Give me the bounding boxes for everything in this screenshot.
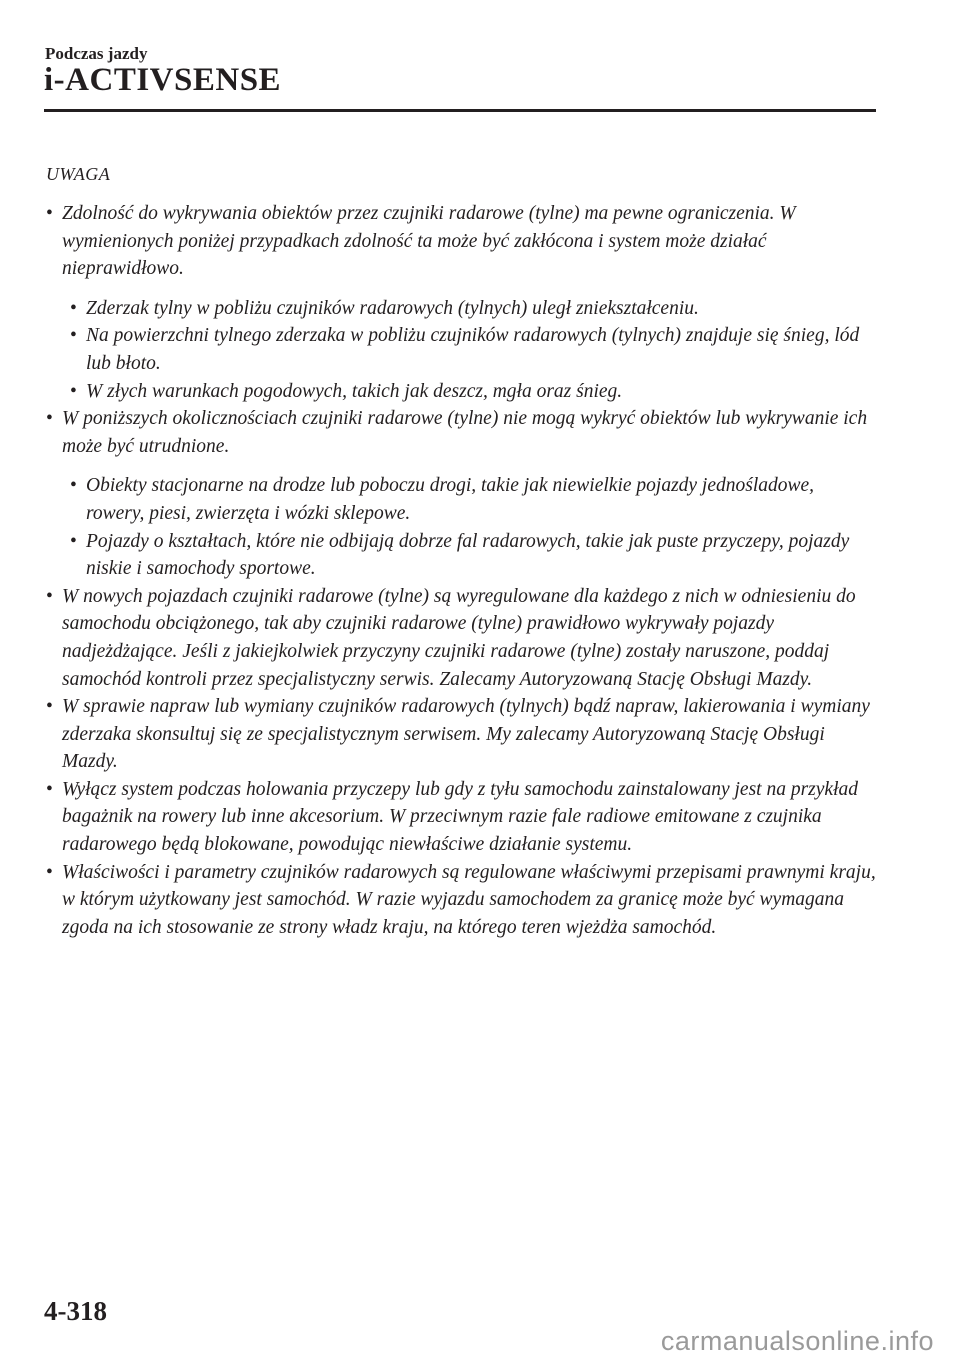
watermark: carmanualsonline.info <box>660 1326 934 1356</box>
list-item-text: Wyłącz system podczas holowania przyczepy lub gdy z tyłu samochodu zainstalowany jest na przykład bagażnik na rowery lub inne akcesorium. W przeciwnym razie fale radiowe emitowane z czujnika radarowego będą blokowane, powodując niewłaściwe działanie systemu. <box>62 778 858 856</box>
sub-list-item-text: W złych warunkach pogodowych, takich jak deszcz, mgła oraz śnieg. <box>86 380 623 402</box>
list-item-text: Zdolność do wykrywania obiektów przez czujniki radarowe (tylne) ma pewne ograniczenia. W wymienionych poniżej przypadkach zdolność ta może być zakłócona i system może działać nieprawidłowo. <box>62 203 796 280</box>
chapter-title: i-ACTIVSENSE <box>44 62 282 98</box>
bullet-icon: • <box>46 696 53 718</box>
section-label: Podczas jazdy <box>45 44 148 63</box>
list-item-text: W poniższych okolicznościach czujniki radarowe (tylne) nie mogą wykryć obiektów lub wykrywanie ich może być utrudnione. <box>62 408 868 457</box>
notice-block <box>46 160 876 941</box>
sub-list-item <box>46 295 876 323</box>
sub-list-item-text: Pojazdy o kształtach, które nie odbijają dobrze fal radarowych, takie jak puste przyczepy, pojazdy niskie i samochody sportowe. <box>86 530 850 580</box>
list-item <box>46 405 876 460</box>
bullet-icon: • <box>46 861 53 883</box>
notice-heading: UWAGA <box>46 164 111 184</box>
sub-list-item-text: Obiekty stacjonarne na drodze lub poboczu drogi, takie jak niewielkie pojazdy jednośladowe, rowery, piesi, zwierzęta i wózki sklepowe. <box>86 475 815 524</box>
list-item <box>46 200 876 283</box>
list-item <box>46 776 876 859</box>
list-item-text: Właściwości i parametry czujników radarowych są regulowane właściwymi przepisami prawnymi kraju, w którym użytkowany jest samochód. W razie wyjazdu samochodem za granicę może być wymagana zgoda na ich stosowanie ze strony władz kraju, na którego teren wjeżdża samochód. <box>62 861 876 938</box>
sub-list-item <box>46 322 876 377</box>
header-rule <box>44 109 876 112</box>
sub-list-item <box>46 378 876 406</box>
bullet-icon: • <box>46 778 53 800</box>
sub-list-item-text: Zderzak tylny w pobliżu czujników radarowych (tylnych) uległ zniekształceniu. <box>86 297 699 319</box>
sub-list-item <box>46 472 876 527</box>
bullet-icon: • <box>70 380 77 402</box>
sub-list-item-text: Na powierzchni tylnego zderzaka w pobliżu czujników radarowych (tylnych) znajduje się śnieg, lód lub błoto. <box>86 325 860 374</box>
list-item <box>46 693 876 776</box>
bullet-icon: • <box>70 325 77 347</box>
list-item <box>46 583 876 693</box>
sub-list-item <box>46 528 876 583</box>
page-number: 4-318 <box>44 1296 107 1326</box>
bullet-icon: • <box>70 530 77 552</box>
bullet-icon: • <box>70 475 77 497</box>
bullet-icon: • <box>46 408 53 430</box>
list-item <box>46 859 876 942</box>
bullet-icon: • <box>46 203 53 224</box>
bullet-icon: • <box>46 585 53 607</box>
bullet-icon: • <box>70 297 77 319</box>
list-item-text: W nowych pojazdach czujniki radarowe (tylne) są wyregulowane dla każdego z nich w odniesieniu do samochodu obciążonego, tak aby czujniki radarowe (tylne) prawidłowo wykrywały pojazdy nadjeżdżające. Jeśli z jakiejkolwiek przyczyny czujniki radarowe (tylne) zostały naruszone, poddaj samochód kontroli przez specjalistyczny serwis. Zalecamy Autoryzowaną Stację Obsługi Mazdy. <box>62 585 856 690</box>
list-item-text: W sprawie napraw lub wymiany czujników radarowych (tylnych) bądź napraw, lakierowania i wymiany zderzaka skonsultuj się ze specjalistycznym serwisem. My zalecamy Autoryzowaną Stację Obsługi Mazdy. <box>62 696 870 773</box>
